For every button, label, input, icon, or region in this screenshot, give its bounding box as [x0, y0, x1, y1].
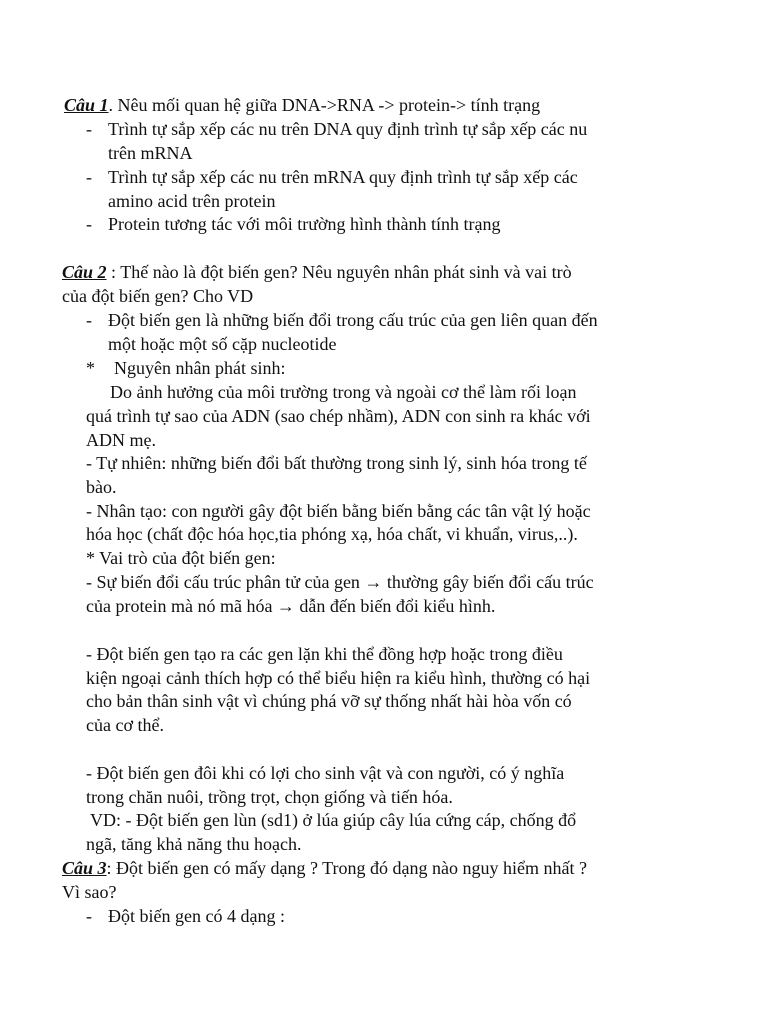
q2-bullet-line-1: Đột biến gen là những biến đổi trong cấu trúc của gen liên quan đến: [108, 310, 598, 330]
q1-bullet-1-dash: -: [86, 119, 92, 139]
q1-bullet-2-dash: -: [86, 167, 92, 187]
q3-label: Câu 3: [62, 858, 107, 878]
q3-title-line-2: Vì sao?: [62, 882, 117, 902]
q1-bullet-1-line-2: trên mRNA: [108, 143, 193, 163]
q2-artificial-line-1: - Nhân tạo: con người gây đột biến bằng biến bằng các tân vật lý hoặc: [86, 501, 591, 521]
q2-role-2-line-2: kiện ngoại cảnh thích hợp có thể biểu hiện ra kiểu hình, thường có hại: [86, 668, 591, 688]
q2-bullet-dash: -: [86, 310, 92, 330]
q2-title-line-2: của đột biến gen? Cho VD: [62, 286, 254, 306]
q1-label: Câu 1: [64, 95, 109, 115]
q3-bullet-dash: -: [86, 906, 92, 926]
q2-role-3-line-2: trong chăn nuôi, trồng trọt, chọn giống và tiến hóa.: [86, 787, 453, 807]
q2-role-2-line-4: của cơ thể.: [86, 715, 164, 735]
q1-title-line: [64, 94, 540, 116]
q2-cause-paragraph-2: quá trình tự sao của ADN (sao chép nhầm), ADN con sinh ra khác với: [86, 406, 591, 426]
q2-role-heading: * Vai trò của đột biến gen:: [86, 548, 276, 568]
q1-title: . Nêu mối quan hệ giữa DNA->RNA -> protein-> tính trạng: [108, 95, 541, 115]
q2-cause-paragraph-1: Do ảnh hưởng của môi trường trong và ngoài cơ thể làm rối loạn: [110, 382, 577, 402]
q2-example-line-2: ngã, tăng khả năng thu hoạch.: [86, 834, 302, 854]
q1-bullet-2-line-2: amino acid trên protein: [108, 191, 276, 211]
q3-title-line-1: [62, 857, 587, 879]
q2-title-1: : Thế nào là đột biến gen? Nêu nguyên nhân phát sinh và vai trò: [106, 262, 572, 282]
q1-bullet-3-dash: -: [86, 214, 92, 234]
q3-bullet-text: Đột biến gen có 4 dạng :: [108, 906, 285, 926]
q2-cause-heading: Nguyên nhân phát sinh:: [114, 358, 286, 378]
q2-natural-line-1: - Tự nhiên: những biến đổi bất thường trong sinh lý, sinh hóa trong tế: [86, 453, 587, 473]
q2-role-3-line-1: - Đột biến gen đôi khi có lợi cho sinh vật và con người, có ý nghĩa: [86, 763, 565, 783]
q2-natural-line-2: bào.: [86, 477, 117, 497]
q2-cause-star: *: [86, 358, 95, 378]
q2-cause-paragraph-3: ADN mẹ.: [86, 430, 156, 450]
q2-role-1-line-2: của protein mà nó mã hóa → dẫn đến biến đổi kiểu hình.: [86, 596, 496, 616]
q1-bullet-2-line-1: Trình tự sắp xếp các nu trên mRNA quy định trình tự sắp xếp các: [108, 167, 578, 187]
q1-bullet-3-line-1: Protein tương tác với môi trường hình thành tính trạng: [108, 214, 501, 234]
q2-role-2-line-3: cho bản thân sinh vật vì chúng phá vỡ sự thống nhất hài hòa vốn có: [86, 691, 572, 711]
q2-example-line-1: VD: - Đột biến gen lùn (sd1) ở lúa giúp cây lúa cứng cáp, chống đổ: [90, 810, 577, 830]
q2-bullet-line-2: một hoặc một số cặp nucleotide: [108, 334, 337, 354]
q2-role-1-line-1: - Sự biến đổi cấu trúc phân tử của gen → thường gây biến đổi cấu trúc: [86, 572, 594, 592]
q2-title-line-1: [62, 261, 572, 283]
q2-role-2-line-1: - Đột biến gen tạo ra các gen lặn khi thể đồng hợp hoặc trong điều: [86, 644, 563, 664]
q1-bullet-1-line-1: Trình tự sắp xếp các nu trên DNA quy định trình tự sắp xếp các nu: [108, 119, 588, 139]
q3-title-1: : Đột biến gen có mấy dạng ? Trong đó dạng nào nguy hiểm nhất ?: [106, 858, 587, 878]
q2-label: Câu 2: [62, 262, 107, 282]
q2-artificial-line-2: hóa học (chất độc hóa học,tia phóng xạ, hóa chất, vi khuẩn, virus,..).: [86, 524, 578, 544]
